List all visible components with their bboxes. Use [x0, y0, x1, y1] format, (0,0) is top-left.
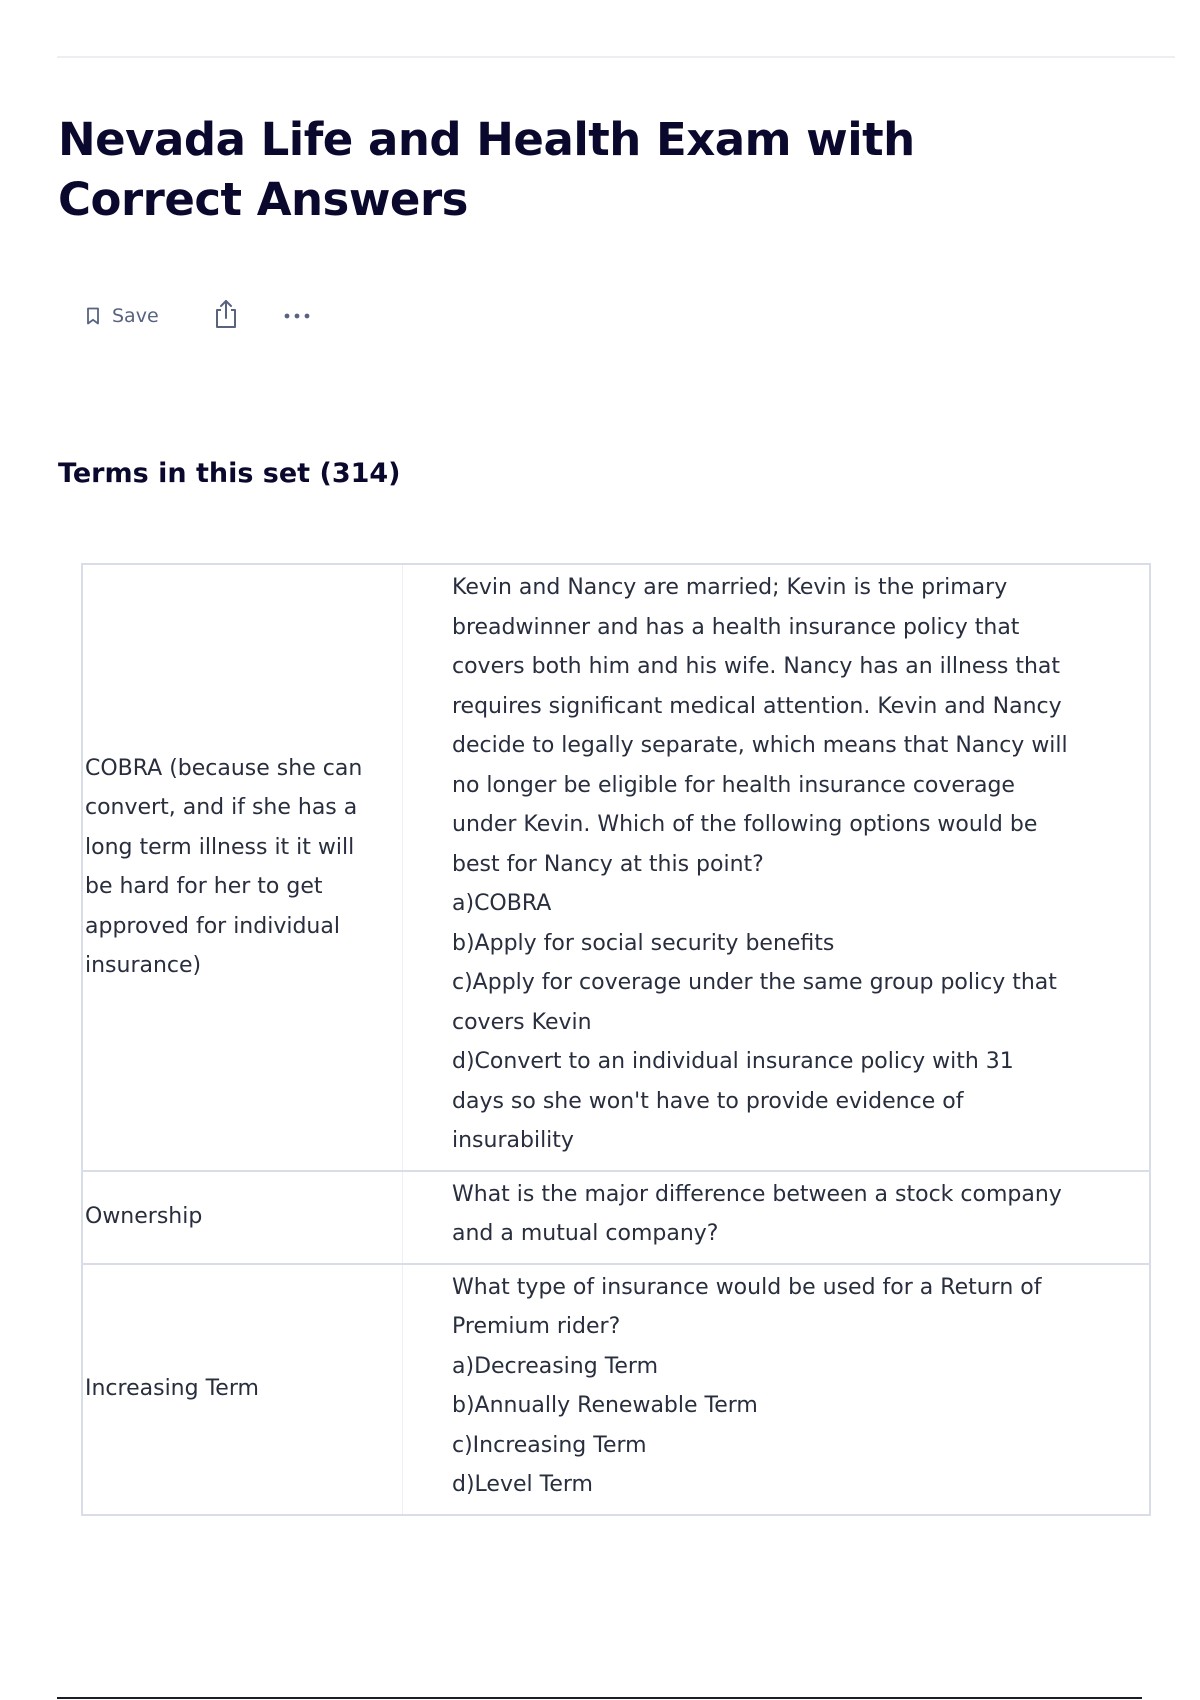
term-row	[81, 1170, 1151, 1263]
definition-option: c)Increasing Term	[452, 1432, 647, 1458]
terms-table	[81, 563, 1151, 1516]
definition-option: a)Decreasing Term	[452, 1353, 659, 1379]
share-button[interactable]	[213, 299, 239, 334]
bookmark-icon	[86, 307, 100, 325]
more-options-button[interactable]	[283, 307, 311, 325]
term-text: Increasing Term	[83, 1265, 403, 1514]
more-options-icon	[283, 307, 311, 325]
term-text: COBRA (because she can convert, and if she has a long term illness it it will be hard for her to get approved for individual insurance)	[83, 565, 403, 1170]
bottom-divider	[57, 1697, 1142, 1699]
definition-question: What is the major difference between a stock company and a mutual company?	[452, 1181, 1062, 1246]
save-button[interactable]	[86, 305, 159, 327]
definition	[403, 1265, 1149, 1514]
definition	[403, 565, 1149, 1170]
term-text: Ownership	[83, 1172, 403, 1263]
definition-question: Kevin and Nancy are married; Kevin is the primary breadwinner and has a health insurance policy that covers both him and his wife. Nancy has an illness that requires significant medical attention. Kevin and Nancy decide to legally separate, which means that Nancy will no longer be eligible for health insurance coverage under Kevin. Which of the following options would be best for Nancy at this point?	[452, 575, 1068, 877]
term-row	[81, 1263, 1151, 1516]
top-divider	[57, 56, 1175, 58]
definition	[403, 1172, 1149, 1263]
definition-option: c)Apply for coverage under the same group policy that covers Kevin	[452, 970, 1057, 1035]
definition-option: d)Convert to an individual insurance policy with 31 days so she won't have to provide evidence of insurability	[452, 1049, 1014, 1153]
action-bar	[86, 298, 311, 334]
definition-option: a)COBRA	[452, 891, 552, 916]
definition-option: b)Annually Renewable Term	[452, 1393, 758, 1418]
page-title: Nevada Life and Health Exam with Correct Answers	[58, 113, 915, 226]
share-icon	[213, 299, 239, 334]
definition-option: d)Level Term	[452, 1472, 593, 1497]
terms-heading: Terms in this set (314)	[58, 458, 401, 489]
save-label: Save	[112, 305, 159, 327]
definition-option: b)Apply for social security benefits	[452, 930, 835, 956]
term-row	[81, 563, 1151, 1170]
definition-question: What type of insurance would be used for a Return of Premium rider?	[452, 1274, 1042, 1339]
